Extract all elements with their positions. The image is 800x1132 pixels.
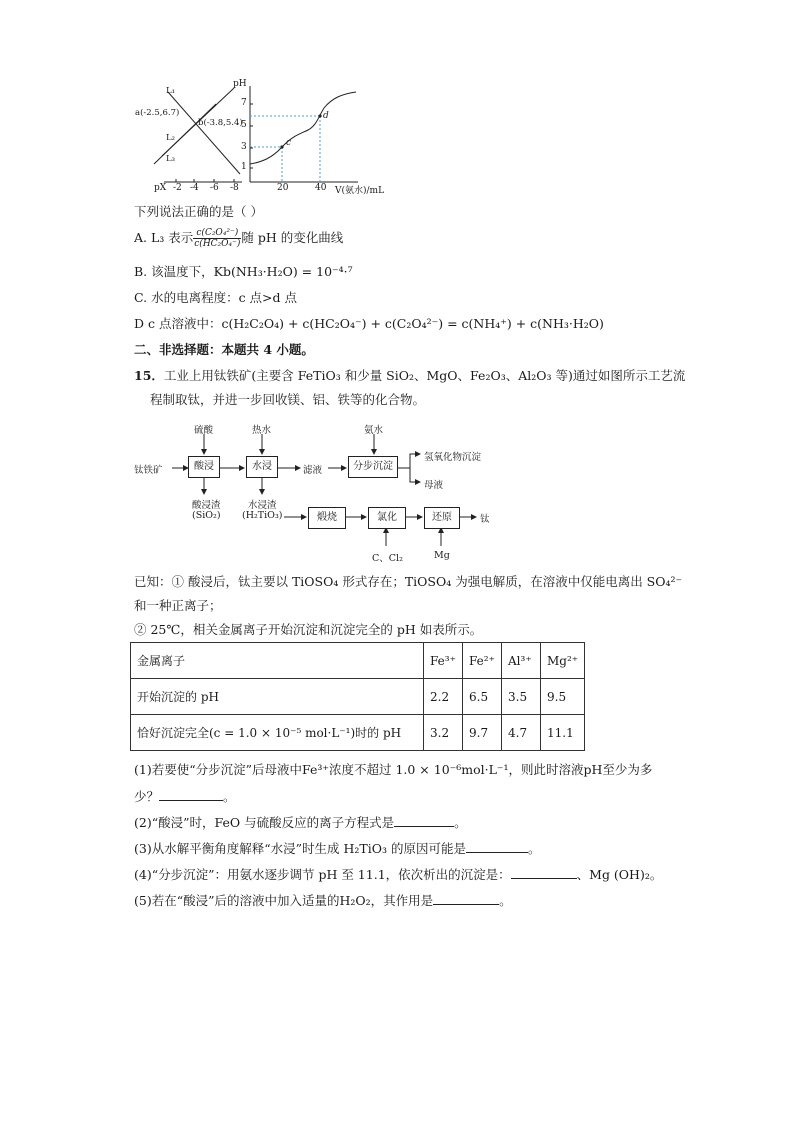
point-d-marker (318, 114, 321, 117)
flow-box-acid-leach: 酸浸 (188, 456, 220, 478)
flow-residue-water: 水浸渣 (248, 500, 277, 511)
q14-option-b: B. 该温度下，Kb(NH₃·H₂O) = 10⁻⁴·⁷ (134, 264, 353, 279)
arrow (410, 468, 420, 482)
question-4 (134, 866, 662, 883)
answer-blank-4[interactable] (511, 866, 577, 879)
q15-stem-line1 (134, 368, 685, 384)
question-3-text: (3)从水解平衡角度解释“水浸”时生成 H₂TiO₃ 的原因可能是 (134, 841, 466, 856)
point-c-marker (280, 145, 283, 148)
q14-option-a (134, 228, 343, 249)
ph-table (130, 642, 585, 751)
flow-box-step-precipitation: 分步沉淀 (348, 456, 398, 478)
flow-out-mother-liquor: 母液 (424, 480, 444, 491)
fraction-numerator: c(C₂O₄²⁻) (193, 228, 241, 239)
table-cell: 11.1 (541, 715, 585, 751)
x-axis-title-px: pX (154, 183, 167, 193)
option-a-fraction (193, 228, 241, 249)
table-cell: 3.5 (502, 679, 541, 715)
question-4-tail: 、Mg (OH)₂。 (576, 867, 663, 882)
y-tick-label: 3 (241, 142, 247, 152)
x-tick-label: 40 (315, 183, 327, 193)
table-cell: 2.2 (424, 679, 463, 715)
q14-stem: 下列说法正确的是（ ） (134, 204, 263, 219)
answer-blank-3[interactable] (466, 840, 528, 853)
table-cell: Al³⁺ (502, 643, 541, 679)
table-cell: 9.5 (541, 679, 585, 715)
flow-residue-acid-formula: (SiO₂) (192, 510, 221, 521)
flow-diagram-arrows (120, 416, 500, 566)
titration-graph (244, 78, 364, 192)
known-line1: 已知：① 酸浸后，钛主要以 TiOSO₄ 形式存在；TiOSO₄ 为强电解质，在溶液中仅能电离出 SO₄²⁻ (134, 574, 683, 589)
y-tick-label: 1 (241, 162, 247, 172)
question-2 (134, 814, 467, 831)
document-page (120, 76, 686, 912)
flow-box-calcine: 煅烧 (308, 507, 346, 529)
question-4-text: (4)“分步沉淀”：用氨水逐步调节 pH 至 11.1，依次析出的沉淀是： (134, 867, 511, 882)
q14-option-d: D c 点溶液中：c(H₂C₂O₄) + c(HC₂O₄⁻) + c(C₂O₄²⁻) = c(NH₄⁺) + c(NH₃·H₂O) (134, 316, 604, 331)
answer-blank-1[interactable] (159, 788, 223, 801)
question-1-line1: (1)若要使“分步沉淀”后母液中Fe³⁺浓度不超过 1.0 × 10⁻⁶mol·L⁻¹，则此时溶液pH至少为多 (134, 762, 653, 777)
line-l1 (168, 92, 240, 174)
question-2-text: (2)“酸浸”时，FeO 与硫酸反应的离子方程式是 (134, 815, 395, 830)
flow-reagent-hot-water: 热水 (252, 425, 272, 436)
table-row (131, 715, 585, 751)
flow-reagent-ammonia: 氨水 (364, 425, 384, 436)
flow-residue-acid: 酸浸渣 (192, 500, 221, 511)
flow-box-chlorinate: 氯化 (368, 507, 406, 529)
q15-stem-text: 工业上用钛铁矿(主要含 FeTiO₃ 和少量 SiO₂、MgO、Fe₂O₃、Al₂O₃ 等)通过如图所示工艺流 (163, 368, 686, 383)
known-line3: ② 25℃，相关金属离子开始沉淀和沉淀完全的 pH 如表所示。 (134, 622, 483, 637)
q15-stem-line2: 程制取钛，并进一步回收镁、铝、铁等的化合物。 (150, 392, 426, 407)
table-cell: 开始沉淀的 pH (131, 679, 424, 715)
flow-filtrate: 滤液 (303, 465, 323, 476)
option-a-prefix: A. L₃ 表示 (134, 230, 194, 245)
table-cell: 6.5 (463, 679, 502, 715)
label-point-d: d (323, 111, 329, 121)
q14-option-c: C. 水的电离程度：c 点>d 点 (134, 290, 297, 305)
period: 。 (454, 815, 467, 830)
x-axis-title-volume: V(氨水)/mL (335, 186, 385, 196)
x-tick-label: -8 (230, 183, 239, 193)
table-cell: Fe²⁺ (463, 643, 502, 679)
question-1-text: 少？ (134, 789, 160, 804)
flow-out-hydroxide: 氢氧化物沉淀 (424, 452, 482, 463)
section-heading: 二、非选择题：本题共 4 小题。 (134, 342, 314, 357)
known-line2: 和一种正离子； (134, 598, 222, 613)
label-point-b: b(-3.8,5.4) (198, 118, 243, 128)
x-tick-label: -2 (173, 183, 182, 193)
label-l3: L₃ (166, 154, 176, 164)
label-point-c: c (286, 138, 292, 148)
table-cell: 金属离子 (131, 643, 424, 679)
arrow (398, 454, 420, 468)
table-cell: 4.7 (502, 715, 541, 751)
flow-reagent-sulfuric: 硫酸 (194, 425, 214, 436)
x-tick-label: -6 (210, 183, 219, 193)
answer-blank-5[interactable] (433, 892, 499, 905)
question-5 (134, 892, 512, 909)
y-tick-label: 5 (241, 120, 247, 130)
question-3 (134, 840, 540, 857)
flow-reagent-mg: Mg (434, 550, 450, 561)
label-point-a: a(-2.5,6.7) (135, 108, 180, 118)
x-tick-label: 20 (277, 183, 289, 193)
label-l1: L₁ (166, 86, 176, 96)
px-lines-graph (134, 78, 244, 198)
flow-box-reduce: 还原 (424, 507, 460, 529)
flow-raw-material: 钛铁矿 (134, 465, 163, 476)
question-number: 15． (134, 368, 164, 383)
flow-residue-water-formula: (H₂TiO₃) (242, 510, 283, 521)
label-l2: L₂ (166, 133, 176, 143)
period: 。 (223, 789, 236, 804)
flow-box-water-leach: 水浸 (246, 456, 278, 478)
question-1-line2 (134, 788, 236, 805)
table-cell: 9.7 (463, 715, 502, 751)
question-5-text: (5)若在“酸浸”后的溶液中加入适量的H₂O₂，其作用是 (134, 893, 434, 908)
table-header-row (131, 643, 585, 679)
flow-product-titanium: 钛 (480, 514, 490, 525)
titration-curve (250, 92, 356, 164)
table-cell: Mg²⁺ (541, 643, 585, 679)
table-cell: 恰好沉淀完全(c = 1.0 × 10⁻⁵ mol·L⁻¹)时的 pH (131, 715, 424, 751)
period: 。 (527, 841, 541, 856)
table-cell: Fe³⁺ (424, 643, 463, 679)
y-tick-label: 7 (241, 98, 247, 108)
option-a-suffix: 随 pH 的变化曲线 (241, 230, 344, 245)
answer-blank-2[interactable] (394, 814, 454, 827)
fraction-denominator: c(HC₂O₄⁻) (194, 239, 241, 249)
table-row (131, 679, 585, 715)
y-axis-title-ph: pH (233, 79, 247, 89)
period: 。 (499, 893, 512, 908)
x-tick-label: -4 (190, 183, 199, 193)
flow-reagent-c-cl2: C、Cl₂ (372, 553, 403, 564)
table-cell: 3.2 (424, 715, 463, 751)
